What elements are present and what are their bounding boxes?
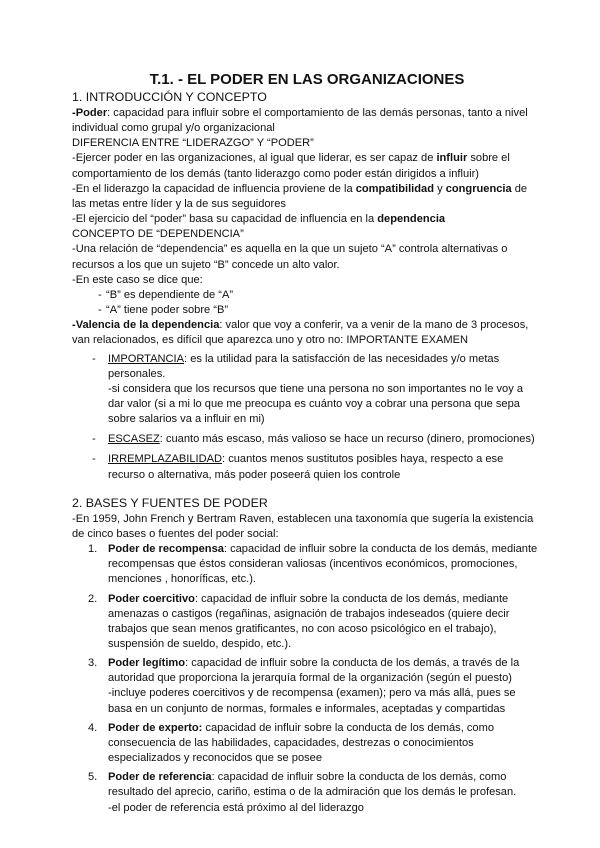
paragraph-caso: -En este caso se dice que: [72,273,203,286]
poder-term: -Poder [72,107,108,119]
subheading-diferencia: DIFERENCIA ENTRE “LIDERAZGO” Y “PODER” [72,137,314,150]
list-item: - “A” tiene poder sobre “B” [72,303,542,318]
list-item-importancia: - IMPORTANCIA: es la utilidad para la satisfacción de las necesidades y/o metas personales. -si considera que los recursos que tiene una persona no son importantes no le voy a dar valor (si a mi lo que me preocupa es cuánto voy a cobrar una persona que sepa sobre salarios va a influir en mi) [72,352,542,428]
list-item: - “B” es dependiente de “A” [72,288,542,303]
section-heading-intro: 1. INTRODUCCIÓN Y CONCEPTO [72,90,267,104]
paragraph-liderazgo: -En el liderazgo la capacidad de influencia proviene de la compatibilidad y congruencia de las metas entre líder y la de sus seguidores [72,182,528,210]
paragraph-influir: -Ejercer poder en las organizaciones, al igual que liderar, es ser capaz de influir sobre el comportamiento de los demás (tanto liderazgo como poder están dirigidos a influir) [72,152,510,180]
list-item-experto: 4. Poder de experto: capacidad de influir sobre la conducta de los demás, como consecuencia de las habilidades, capacidades, destrezas o conocimientos especializados y reconocidos que se posee [88,721,495,765]
subheading-concepto: CONCEPTO DE “DEPENDENCIA” [72,228,244,241]
valencia-definition: -Valencia de la dependencia: valor que voy a conferir, va a venir de la mano de 3 procesos, van relacionados, es difícil que aparezca uno y otro no: IMPORTANTE EXAMEN [72,319,529,347]
list-item-coercitivo: 2. Poder coercitivo: capacidad de influir sobre la conducta de los demás, mediante amenazas o castigos (regañinas, asignación de trabajos indeseados (quiere decir trabajos que sean menos gratificantes, no con acoso psicológico en el trabajo), suspensión de sueldo, despido, etc.). [88,592,510,650]
list-item-escasez: - ESCASEZ: cuanto más escaso, más valioso se hace un recurso (dinero, promociones) [72,432,542,447]
bases-list [72,542,542,816]
paragraph-dependencia: -El ejercicio del “poder” basa su capacidad de influencia en la dependencia [72,213,446,226]
document-page [72,70,542,820]
section-heading-bases: 2. BASES Y FUENTES DE PODER [72,495,268,510]
list-item-legitimo: 3. Poder legítimo: capacidad de influir sobre la conducta de los demás, a través de la autoridad que proporciona la jerarquía formal de la organización (según el puesto) -incluye poderes coercitivos y de recompensa (examen); pero va más allá, pues se basa en un conjunto de normas, formales e informales, aceptadas y compartidas [88,657,520,715]
dependency-list [72,288,542,318]
list-item-irremplazabilidad: - IRREMPLAZABILIDAD: cuantos menos sustitutos posibles haya, respecto a ese recurso o alternativa, más poder poseerá quien los controle [72,452,542,482]
list-item-referencia: 5. Poder de referencia: capacidad de influir sobre la conducta de los demás, como resultado del aprecio, cariño, estima o de la admiración que los demás le profesan. -el poder de referencia está próximo al del liderazgo [88,771,517,814]
page-title: T.1. - EL PODER EN LAS ORGANIZACIONES [149,71,465,88]
paragraph-intro-bases: -En 1959, John French y Bertram Raven, establecen una taxonomía que sugería la existencia de cinco bases o fuentes del poder social: [72,512,534,540]
list-item-recompensa: 1. Poder de recompensa: capacidad de influir sobre la conducta de los demás, mediante recompensas que éstos consideran valiosas (incentivos económicos, promociones, menciones , honoríficas, etc.). [88,543,538,586]
valencia-list [72,352,542,483]
poder-definition: -Poder: capacidad para influir sobre el comportamiento de las demás personas, tanto a nivel individual como grupal y/o organizacional [72,107,528,135]
paragraph-relacion: -Una relación de “dependencia” es aquella en la que un sujeto “A” controla alternativas o recursos a los que un sujeto “B” concede un alto valor. [72,243,508,271]
